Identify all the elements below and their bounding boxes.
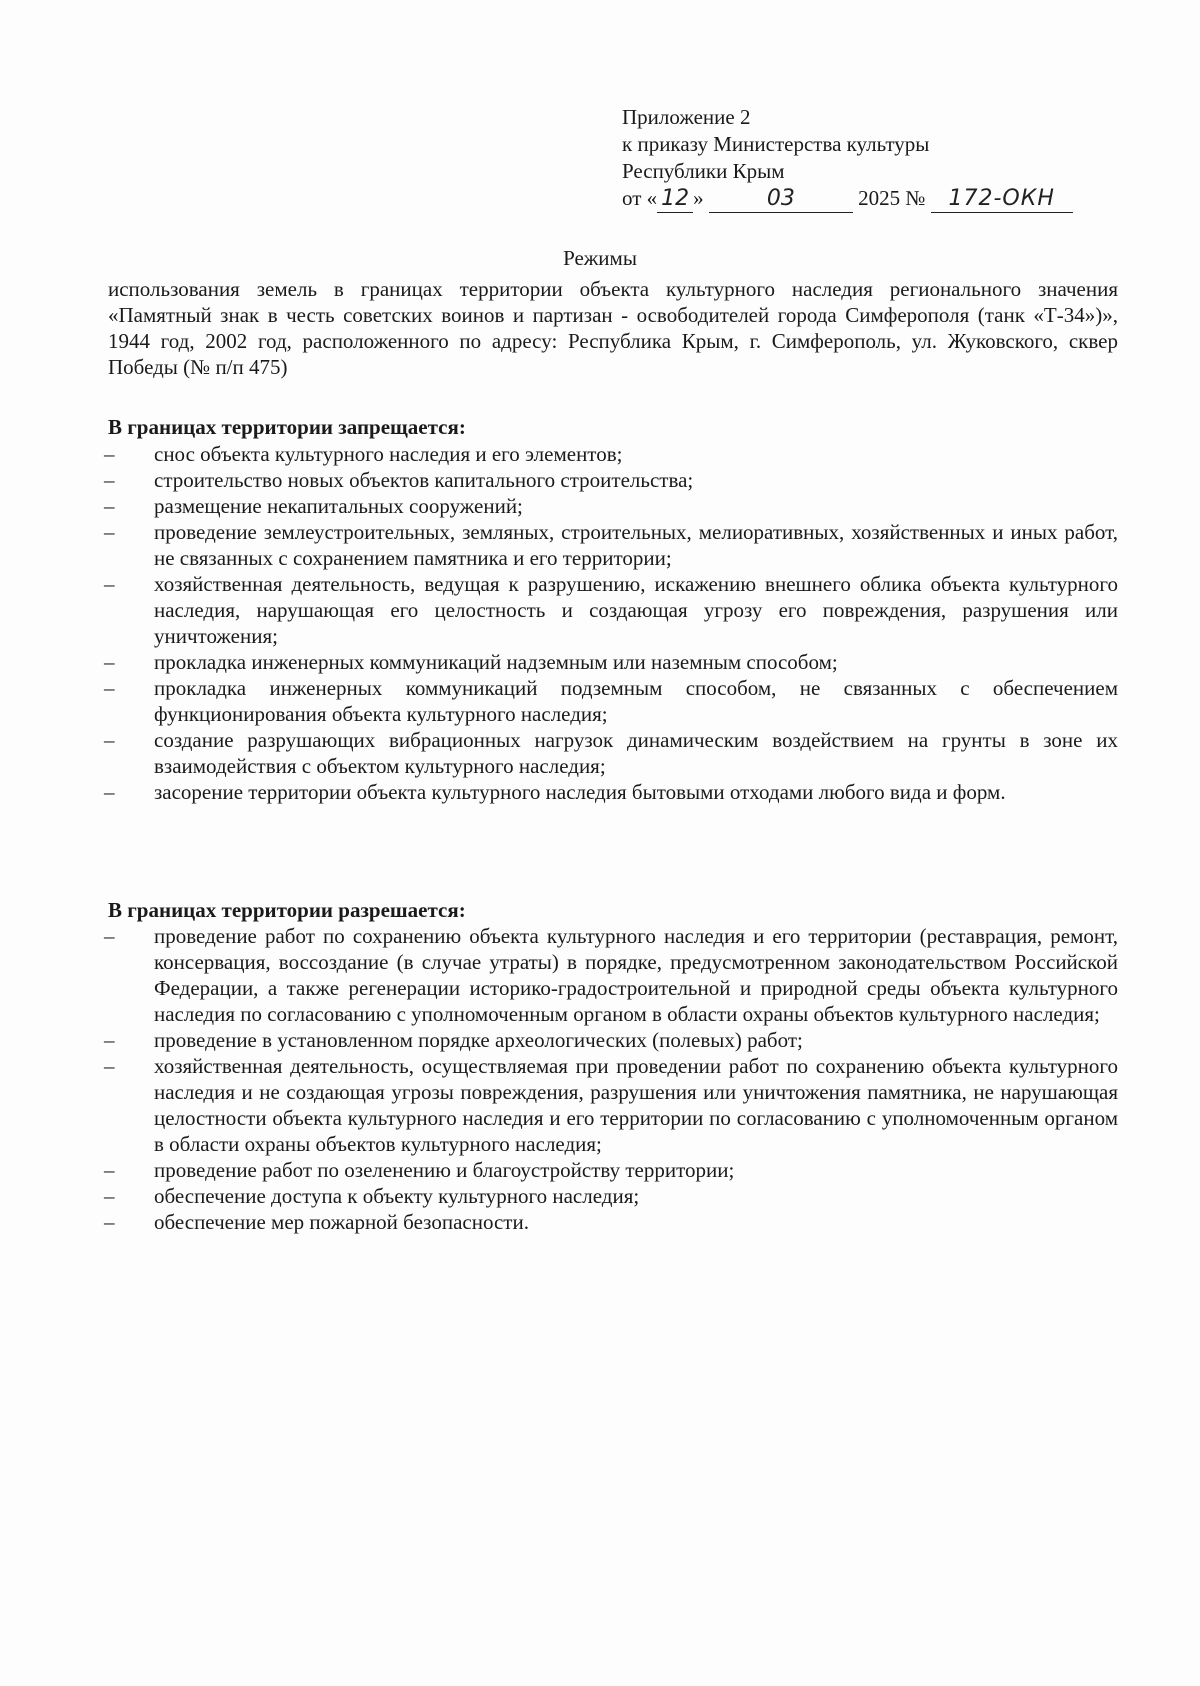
prohibited-item xyxy=(104,441,1118,467)
permitted-heading: В границах территории разрешается: xyxy=(108,898,466,922)
permitted-item xyxy=(104,923,1118,1027)
dash-bullet: – xyxy=(104,1210,115,1234)
dash-bullet: – xyxy=(104,1054,115,1078)
appendix-republic: Республики Крым xyxy=(622,159,785,183)
dash-bullet: – xyxy=(104,924,115,948)
prohibited-list xyxy=(104,441,1118,805)
prohibited-item-text: создание разрушающих вибрационных нагрузок динамическим воздействием на грунты в зоне их взаимодействия с объектом культурного наследия; xyxy=(154,728,1118,778)
permitted-item-text: обеспечение доступа к объекту культурного наследия; xyxy=(154,1184,640,1208)
prohibited-item-text: строительство новых объектов капитального строительства; xyxy=(154,468,694,492)
prohibited-item xyxy=(104,467,1118,493)
permitted-item xyxy=(104,1027,1118,1053)
dash-bullet: – xyxy=(104,1028,115,1052)
prohibited-item xyxy=(104,519,1118,571)
prohibited-item-text: прокладка инженерных коммуникаций надземным или наземным способом; xyxy=(154,650,838,674)
prohibited-item xyxy=(104,571,1118,649)
permitted-item xyxy=(104,1157,1118,1183)
dash-bullet: – xyxy=(104,728,115,752)
prohibited-item-text: засорение территории объекта культурного наследия бытовыми отходами любого вида и форм. xyxy=(154,780,1006,804)
appendix-number: Приложение 2 xyxy=(622,105,751,129)
permitted-item xyxy=(104,1053,1118,1157)
document-title: Режимы xyxy=(563,246,637,270)
permitted-item-text: проведение работ по сохранению объекта культурного наследия и его территории (реставрация, ремонт, консервация, воссоздание (в случае утраты) в порядке, предусмотренном законодательством Российской Федерации, а также регенерации историко-градостроительной и природной среды объекта культурного наследия по согласованию с уполномоченным органом в области охраны объектов культурного наследия; xyxy=(154,924,1118,1026)
document-subject: использования земель в границах территории объекта культурного наследия регионального значения «Памятный знак в честь советских воинов и партизан - освободителей города Симферополя (танк «Т-34»)», 1944 год, 2002 год, расположенного по адресу: Республика Крым, г. Симферополь, ул. Жуковского, сквер Победы (№ п/п 475) xyxy=(108,277,1118,379)
prohibited-item xyxy=(104,779,1118,805)
permitted-item xyxy=(104,1209,1118,1235)
prohibited-item-text: снос объекта культурного наследия и его элементов; xyxy=(154,442,623,466)
permitted-item-text: обеспечение мер пожарной безопасности. xyxy=(154,1210,529,1234)
permitted-item-text: проведение в установленном порядке археологических (полевых) работ; xyxy=(154,1028,803,1052)
dash-bullet: – xyxy=(104,520,115,544)
date-close-quote: » xyxy=(693,186,704,210)
dash-bullet: – xyxy=(104,676,115,700)
permitted-item-text: хозяйственная деятельность, осуществляемая при проведении работ по сохранению объекта культурного наследия и не создающая угрозы повреждения, разрушения или уничтожения памятника, не нарушающая целостности объекта культурного наследия и его территории по согласованию с уполномоченным органом в области охраны объектов культурного наследия; xyxy=(154,1054,1118,1156)
prohibited-item xyxy=(104,649,1118,675)
dash-bullet: – xyxy=(104,780,115,804)
dash-bullet: – xyxy=(104,494,115,518)
appendix-header xyxy=(622,104,1102,213)
dash-bullet: – xyxy=(104,1184,115,1208)
appendix-order-ref: к приказу Министерства культуры xyxy=(622,132,930,156)
permitted-list xyxy=(104,923,1118,1235)
prohibited-item xyxy=(104,727,1118,779)
handwritten-month: 03 xyxy=(709,188,853,213)
prohibited-item-text: прокладка инженерных коммуникаций подземным способом, не связанных с обеспечением функционирования объекта культурного наследия; xyxy=(154,676,1118,726)
permitted-item xyxy=(104,1183,1118,1209)
handwritten-day: 12 xyxy=(657,188,693,213)
prohibited-item-text: размещение некапитальных сооружений; xyxy=(154,494,523,518)
dash-bullet: – xyxy=(104,1158,115,1182)
permitted-item-text: проведение работ по озеленению и благоустройству территории; xyxy=(154,1158,735,1182)
appendix-date-line xyxy=(622,185,1102,213)
prohibited-heading: В границах территории запрещается: xyxy=(108,415,466,439)
prohibited-item-text: проведение землеустроительных, земляных, строительных, мелиоративных, хозяйственных и иных работ, не связанных с сохранением памятника и его территории; xyxy=(154,520,1118,570)
handwritten-order-number: 172-ОКН xyxy=(931,188,1073,213)
dash-bullet: – xyxy=(104,572,115,596)
date-prefix: от « xyxy=(622,186,658,210)
year-and-number-label: 2025 № xyxy=(858,186,926,210)
prohibited-item xyxy=(104,493,1118,519)
prohibited-item-text: хозяйственная деятельность, ведущая к разрушению, искажению внешнего облика объекта культурного наследия, нарушающая его целостность и создающая угрозу его повреждения, разрушения или уничтожения; xyxy=(154,572,1118,648)
dash-bullet: – xyxy=(104,468,115,492)
dash-bullet: – xyxy=(104,442,115,466)
prohibited-item xyxy=(104,675,1118,727)
dash-bullet: – xyxy=(104,650,115,674)
